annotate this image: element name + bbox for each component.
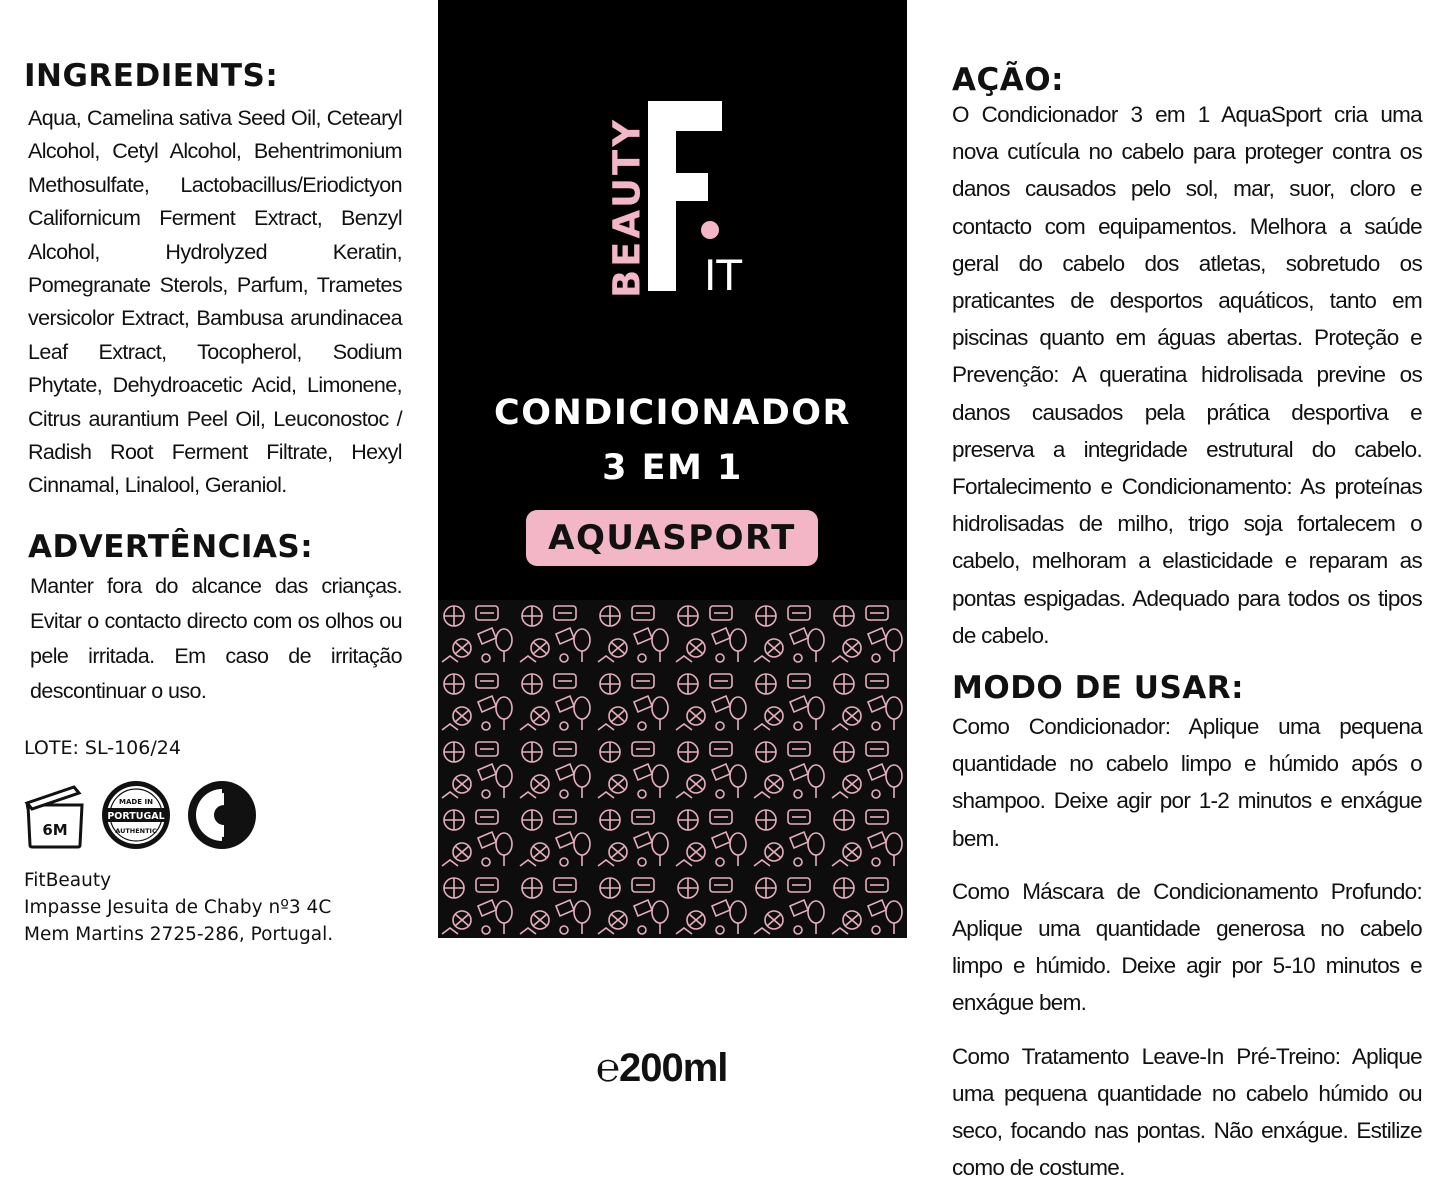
usage-title: MODO DE USAR: — [952, 670, 1245, 707]
product-name-badge: AQUASPORT — [526, 510, 818, 566]
action-text: O Condicionador 3 em 1 AquaSport cria uma nova cutícula no cabelo para proteger contra os danos causados pelo sol, mar, suor, cloro e contacto com equipamentos. Melhora a saúde geral do cabelo dos atletas, sobretudo os praticantes de desportos aquáticos, tanto em piscinas quanto em águas abertas. Proteção e Prevenção: A queratina hidrolisada previne os danos causados pela prática desportiva e preserva a integridade estrutural do cabelo. Fortalecimento e Condicionamento: As proteínas hidrolisadas de milho, trigo soja fortalecem o cabelo, melhoram a elasticidade e reparam as pontas espigadas. Adequado para todos os tipos de cabelo. — [952, 102, 1422, 648]
usage-item-1: Como Condicionador: Aplique uma pequena quantidade no cabelo limpo e húmido após o shampoo. Deixe agir por 1-2 minutos e enxágue bem. — [952, 714, 1422, 851]
volume-mark: ℮200ml — [596, 1046, 728, 1090]
action-title: AÇÃO: — [952, 62, 1064, 98]
badge-main-text: PORTUGAL — [107, 810, 165, 822]
lot-number: LOTE: SL-106/24 — [24, 736, 181, 759]
brand-f-mark — [586, 98, 756, 298]
ingredients-title: INGREDIENTS: — [24, 58, 279, 94]
symbols-row — [24, 779, 402, 851]
usage-item-3: Como Tratamento Leave-In Pré-Treino: Aplique uma pequena quantidade no cabelo húmido ou seco, focando nas pontas. Não enxágue. Estilize como de costume. — [952, 1043, 1422, 1181]
green-dot-recycling-icon — [186, 779, 258, 851]
badge-top-text: MADE IN — [119, 797, 153, 806]
product-title-line-1: CONDICIONADOR — [494, 393, 851, 433]
front-label-panel — [438, 0, 907, 600]
brand-vertical-text: BEAUTY — [605, 116, 649, 299]
address-line-2: Mem Martins 2725-286, Portugal. — [24, 923, 334, 945]
brand-suffix: IT — [704, 251, 743, 298]
warnings-title: ADVERTÊNCIAS: — [28, 528, 314, 565]
address-block — [24, 867, 402, 948]
doodle-pattern-art — [438, 600, 907, 938]
left-column — [24, 56, 402, 948]
pao-label: 6M — [42, 820, 68, 839]
ingredients-text: Aqua, Camelina sativa Seed Oil, Cetearyl Alcohol, Cetyl Alcohol, Behentrimonium Methosulfate, Lactobacillus/Eriodictyon Californicum Ferment Extract, Benzyl Alcohol, Hydrolyzed Keratin, Pomegranate Sterols, Parfum, Trametes versicolor Extract, Bambusa arundinacea Leaf Extract, Tocopherol, Sodium Phytate, Dehydroacetic Acid, Limonene, Citrus aurantium Peel Oil, Leuconostoc / Radish Root Ferment Filtrate, Hexyl Cinnamal, Linalool, Geraniol. — [28, 106, 402, 498]
made-in-portugal-badge-icon — [100, 779, 172, 851]
company-name: FitBeauty — [24, 869, 112, 891]
right-column — [952, 60, 1422, 1186]
open-jar-6m-icon — [24, 779, 86, 851]
product-title-line-2: 3 EM 1 — [602, 448, 743, 488]
address-line-1: Impasse Jesuita de Chaby nº3 4C — [24, 896, 332, 918]
warnings-text: Manter fora do alcance das crianças. Evitar o contacto directo com os olhos ou pele irritada. Em caso de irritação descontinuar o uso. — [30, 573, 402, 703]
usage-item-2: Como Máscara de Condicionamento Profundo: Aplique uma quantidade generosa no cabelo limpo e húmido. Deixe agir por 5-10 minutos e enxágue bem. — [952, 878, 1422, 1016]
sports-doodle-pattern — [438, 600, 907, 938]
brand-logo — [586, 98, 756, 298]
badge-bottom-text: AUTHENTIC — [115, 826, 157, 835]
